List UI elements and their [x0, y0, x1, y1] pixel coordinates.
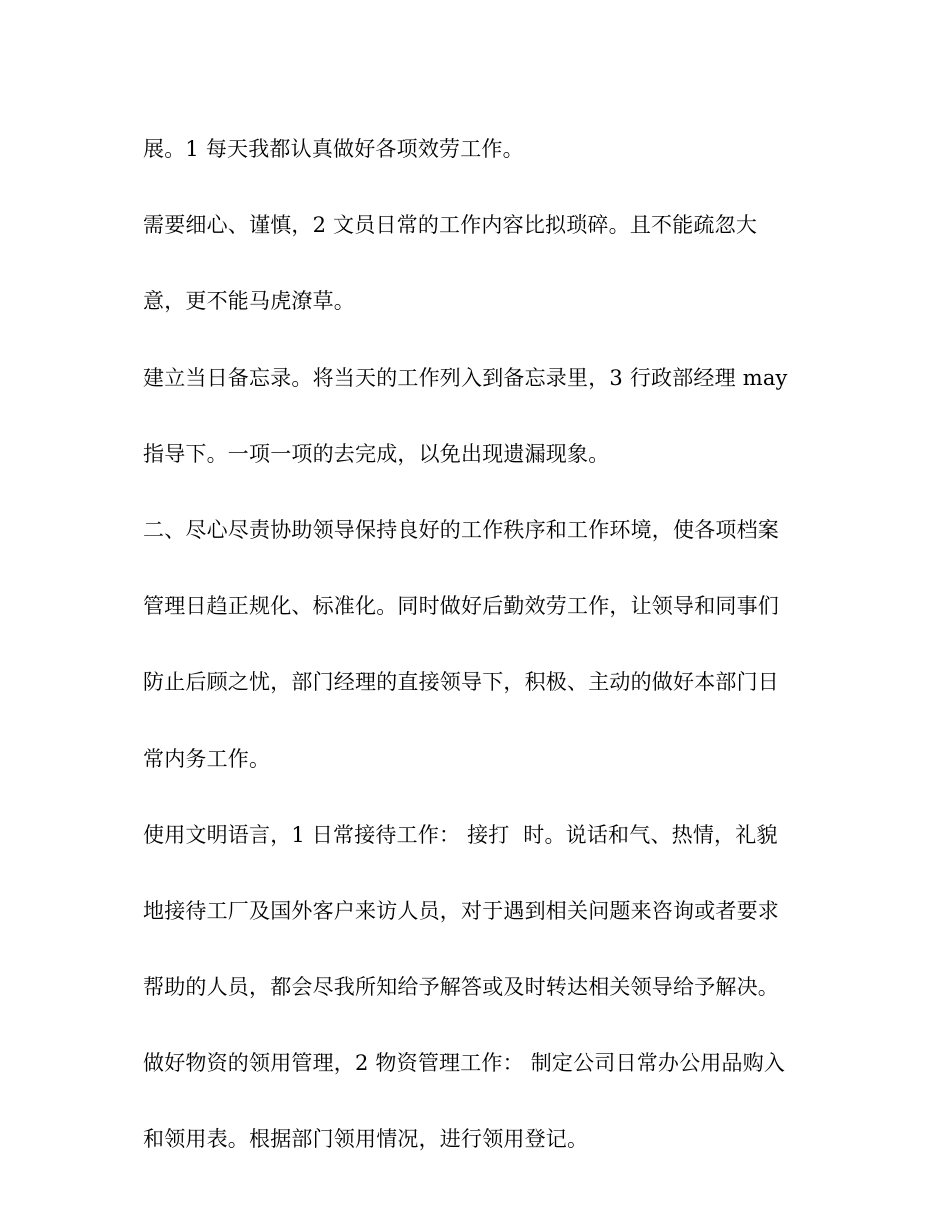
text-line: 指导下。一项一项的去完成，以免出现遗漏现象。	[143, 441, 610, 466]
text-line: 展。1 每天我都认真做好各项效劳工作。	[143, 137, 524, 161]
text-line: 二、尽心尽责协助领导保持良好的工作秩序和工作环境，使各项档案	[143, 517, 779, 542]
text-line: 和领用表。根据部门领用情况，进行领用登记。	[143, 1127, 589, 1152]
text-line: 管理日趋正规化、标准化。同时做好后勤效劳工作，让领导和同事们	[143, 594, 779, 619]
text-line: 建立当日备忘录。将当天的工作列入到备忘录里，3 行政部经理 may	[143, 365, 788, 390]
text-line: 防止后顾之忧，部门经理的直接领导下，积极、主动的做好本部门日	[143, 670, 779, 695]
text-line: 做好物资的领用管理，2 物资管理工作： 制定公司日常办公用品购入	[143, 1051, 786, 1076]
text-line: 使用文明语言，1 日常接待工作： 接打 时。说话和气、热情，礼貌	[143, 822, 778, 847]
text-line: 意，更不能马虎潦草。	[143, 289, 355, 314]
document-body	[143, 121, 813, 1188]
text-line: 需要细心、谨慎，2 文员日常的工作内容比拟琐碎。且不能疏忽大	[143, 213, 758, 238]
text-line: 帮助的人员，都会尽我所知给予解答或及时转达相关领导给予解决。	[143, 975, 779, 1000]
text-line: 常内务工作。	[143, 746, 271, 771]
text-line: 地接待工厂及国外客户来访人员，对于遇到相关问题来咨询或者要求	[143, 898, 779, 923]
